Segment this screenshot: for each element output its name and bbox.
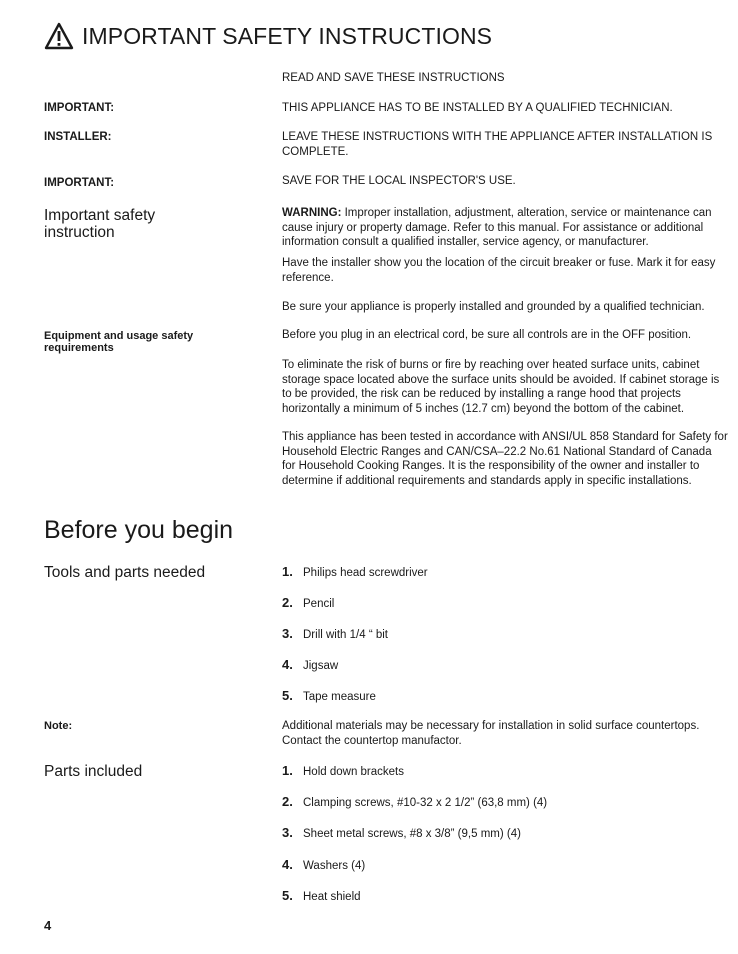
- warning-triangle-icon: [44, 22, 74, 50]
- list-number: 3.: [282, 626, 293, 641]
- list-number: 1.: [282, 763, 293, 778]
- cord-paragraph: Before you plug in an electrical cord, be sure all controls are in the OFF position.: [282, 329, 692, 341]
- list-text: Tape measure: [303, 691, 376, 703]
- list-text: Drill with 1/4 “ bit: [303, 629, 388, 641]
- important-label-1: IMPORTANT:: [44, 102, 115, 114]
- list-text: Jigsaw: [303, 660, 339, 672]
- list-text: Heat shield: [303, 891, 361, 903]
- list-number: 1.: [282, 564, 293, 579]
- list-text: Philips head screwdriver: [303, 567, 428, 579]
- note-label: Note:: [44, 720, 73, 732]
- important-text-2: SAVE FOR THE LOCAL INSPECTOR'S USE.: [282, 175, 516, 187]
- part-item: [282, 795, 547, 810]
- list-number: 5.: [282, 688, 293, 703]
- list-number: 5.: [282, 888, 293, 903]
- part-item: [282, 764, 404, 779]
- important-safety-heading: Important safety instruction: [44, 207, 156, 241]
- list-text: Pencil: [303, 598, 335, 610]
- part-item: [282, 858, 365, 873]
- warning-label: WARNING:: [282, 207, 342, 219]
- list-number: 4.: [282, 857, 293, 872]
- list-number: 2.: [282, 794, 293, 809]
- page-number: 4: [44, 918, 52, 933]
- parts-heading: Parts included: [44, 763, 143, 780]
- page-header: [44, 22, 492, 50]
- important-label-2: IMPORTANT:: [44, 177, 115, 189]
- list-text: Hold down brackets: [303, 766, 404, 778]
- tool-item: [282, 689, 376, 704]
- warning-paragraph: [282, 206, 728, 250]
- tool-item: [282, 627, 388, 642]
- grounded-paragraph: Be sure your appliance is properly installed and grounded by a qualified technician.: [282, 301, 705, 313]
- list-text: Clamping screws, #10-32 x 2 1/2” (63,8 mm) (4): [303, 797, 548, 809]
- burns-paragraph: To eliminate the risk of burns or fire by reaching over heated surface units, cabinet storage space located above the surface units should be avoided. If cabinet storage is to be provided, the risk can be reduced by installing a range hood that projects horizontally a minimum of 5 inches (12.7 cm) beyond the bottom of the cabinet.: [282, 359, 720, 415]
- list-text: Washers (4): [303, 860, 366, 872]
- tool-item: [282, 565, 428, 580]
- list-number: 2.: [282, 595, 293, 610]
- tool-item: [282, 596, 334, 611]
- list-text: Sheet metal screws, #8 x 3/8” (9,5 mm) (4): [303, 828, 521, 840]
- section-heading-before-you-begin: Before you begin: [44, 516, 234, 544]
- tool-item: [282, 658, 338, 673]
- tested-paragraph: This appliance has been tested in accordance with ANSI/UL 858 Standard for Safety for Household Electric Ranges and CAN/CSA–22.2 No.61 National Standard of Canada for Household Cooking Ranges. It is the responsibility of the owner and installer to determine if additional requirements and standards apply in specific installations.: [282, 431, 728, 487]
- read-save-text: READ AND SAVE THESE INSTRUCTIONS: [282, 72, 505, 84]
- installer-text: LEAVE THESE INSTRUCTIONS WITH THE APPLIANCE AFTER INSTALLATION IS COMPLETE.: [282, 131, 713, 158]
- part-item: [282, 826, 521, 841]
- page-title: IMPORTANT SAFETY INSTRUCTIONS: [82, 22, 493, 49]
- warning-text: Improper installation, adjustment, alteration, service or maintenance can cause injury or property damage. Refer to this manual. For assistance or additional information consult a qualified installer, service agency, or manufacturer.: [282, 207, 712, 249]
- tools-heading: Tools and parts needed: [44, 564, 206, 581]
- part-item: [282, 889, 361, 904]
- breaker-paragraph: Have the installer show you the location of the circuit breaker or fuse. Mark it for easy reference.: [282, 257, 716, 284]
- equipment-usage-label: Equipment and usage safety requirements: [44, 330, 194, 354]
- installer-label: INSTALLER:: [44, 131, 112, 143]
- list-number: 4.: [282, 657, 293, 672]
- note-text: Additional materials may be necessary for installation in solid surface countertops. Contact the countertop manufactor.: [282, 720, 700, 747]
- list-number: 3.: [282, 825, 293, 840]
- important-text-1: THIS APPLIANCE HAS TO BE INSTALLED BY A QUALIFIED TECHNICIAN.: [282, 102, 673, 114]
